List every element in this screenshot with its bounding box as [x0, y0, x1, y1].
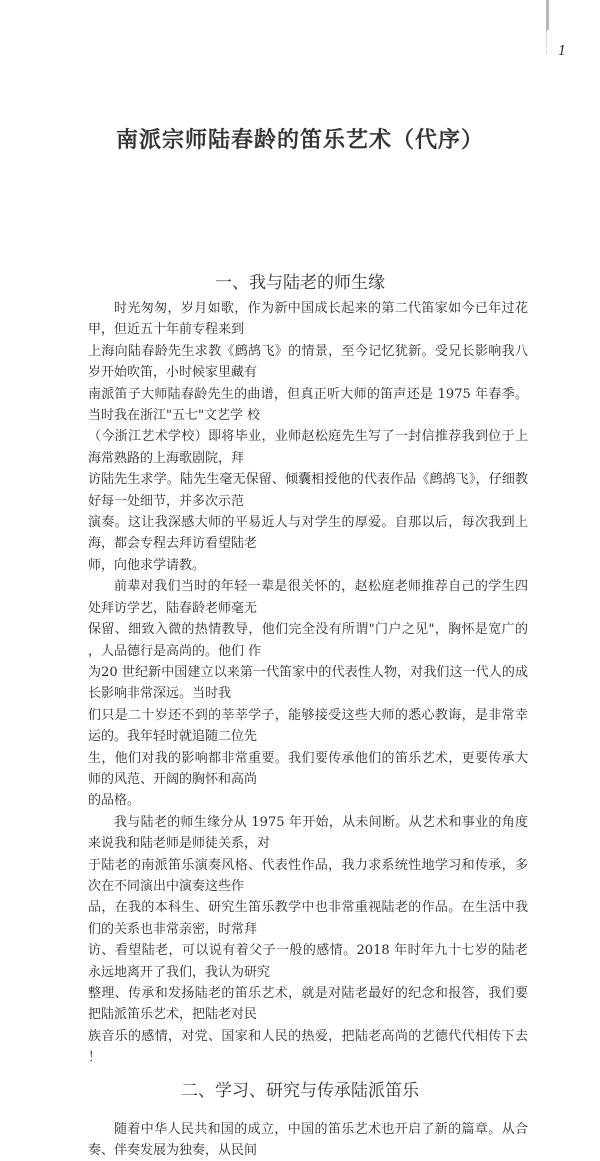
text-line: 随着中华人民共和国的成立，中国的笛乐艺术也开启了新的篇章。从合奏、伴奏发展为独奏，从民间	[88, 1121, 528, 1159]
text-line: 整理、传承和发扬陆老的笛乐艺术，就是对陆老最好的纪念和报答，我们要把陆派笛乐艺术，把陆老对民	[88, 986, 528, 1023]
text-line: 品，在我的本科生、研究生笛乐教学中也非常重视陆老的作品。在生活中我们的关系也非常亲密，时常拜	[88, 900, 528, 937]
text-line: 前辈对我们当时的年轻一辈是很关怀的，赵松庭老师推荐自己的学生四处拜访学艺，陆春龄老师毫无	[88, 579, 528, 616]
text-line: 南派笛子大师陆春龄先生的曲谱，但真正听大师的笛声还是 1975 年春季。当时我在浙江"五七"文艺学 校	[88, 386, 528, 424]
text-line: 生，他们对我的影响都非常重要。我们要传承他们的笛乐艺术，更要传承大师的风范、开阔的胸怀和高尚	[88, 750, 528, 787]
text-line: 访陆先生求学。陆先生毫无保留、倾囊相授他的代表作品《鹧鸪飞》，仔细教好每一处细节，并多次示范	[88, 472, 528, 509]
text-line: 访、看望陆老，可以说有着父子一般的感情。2018 年时年九十七岁的陆老永远地离开了我们，我认为研究	[88, 943, 528, 980]
text-line: 于陆老的南派笛乐演奏风格、代表性作品，我力求系统性地学习和传承，多次在不同演出中演奏这些作	[88, 857, 528, 894]
text-line: 族音乐的感情，对党、国家和人民的热爱，把陆老高尚的艺德代代相传下去！	[88, 1028, 528, 1066]
text-line: 的品格。	[88, 793, 141, 809]
text-line: 们只是二十岁还不到的莘莘学子，能够接受这些大师的悉心教诲，是非常幸运的。我年轻时就追随二位先	[88, 707, 528, 745]
page-number: 1	[558, 44, 567, 59]
section-1-body	[88, 298, 528, 1069]
page-title: 南派宗师陆春龄的笛乐艺术（代序）	[115, 128, 484, 153]
text-line: 时光匆匆，岁月如歌，作为新中国成长起来的第二代笛家如今已年过花甲，但近五十年前专程来到	[88, 301, 528, 338]
paragraph	[88, 576, 528, 811]
paragraph	[88, 298, 528, 576]
text-line: （今浙江艺术学校）即将毕业，业师赵松庭先生写了一封信推荐我到位于上海常熟路的上海歌剧院，拜	[88, 429, 528, 466]
text-line: 上海向陆春龄先生求教《鹧鸪飞》的情景，至今记忆犹新。受兄长影响我八岁开始吹笛，小时候家里藏有	[88, 343, 528, 381]
text-line: 我与陆老的师生缘分从 1975 年开始，从未间断。从艺术和事业的角度来说我和陆老师是师徒关系，对	[88, 814, 528, 852]
text-line: 保留、细致入微的热情教导，他们完全没有所谓"门户之见"，胸怀是宽广的，人品德行是高尚的。他们 作	[88, 622, 528, 659]
section-2-body	[88, 1119, 528, 1161]
section-heading-2: 二、学习、研究与传承陆派笛乐	[181, 1080, 419, 1101]
text-line: 为20 世纪新中国建立以来第一代笛家中的代表性人物，对我们这一代人的成长影响非常深远。当时我	[88, 664, 528, 702]
paragraph	[88, 1119, 528, 1161]
paragraph	[88, 812, 528, 1069]
text-line: 师，向他求学请教。	[88, 557, 206, 573]
text-line: 演奏。这让我深感大师的平易近人与对学生的厚爱。自那以后，每次我到上海，都会专程去拜访看望陆老	[88, 515, 528, 552]
section-heading-1: 一、我与陆老的师生缘	[215, 273, 385, 293]
